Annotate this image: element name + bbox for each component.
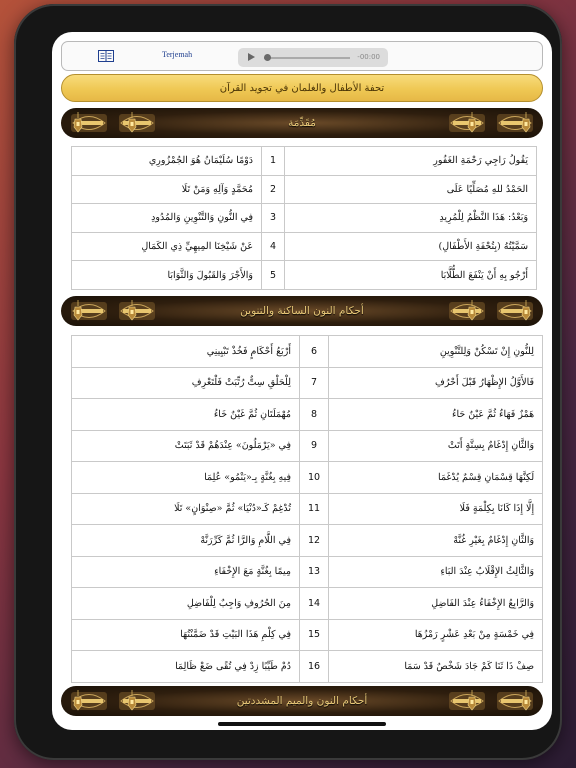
verse-second-half: مُهْمَلَتَانِ ثُمَّ غَيْنٌ خَاءُ bbox=[72, 399, 300, 431]
table-row[interactable] bbox=[72, 651, 543, 683]
verse-second-half: فِي النُّونِ وَالتَّنْوِينِ وَالمُدُودِ bbox=[72, 204, 262, 233]
section-banner bbox=[61, 108, 543, 138]
table-row[interactable] bbox=[72, 175, 537, 204]
verse-number: 4 bbox=[262, 232, 285, 261]
table-row[interactable] bbox=[72, 462, 543, 494]
verse-first-half: وَالثَّالِثُ الإِقْلَابُ عِنْدَ البَاءِ bbox=[329, 556, 543, 588]
section-heading: مُقَدِّمَة bbox=[288, 117, 316, 129]
verse-number: 11 bbox=[300, 493, 329, 525]
verses-table bbox=[71, 146, 537, 290]
table-row[interactable] bbox=[72, 336, 543, 368]
verse-first-half: الحَمْدُ للهِ مُصَلِّيًا عَلَى bbox=[285, 175, 537, 204]
verse-second-half: فِي اللَّامِ وَالرَّا ثُمَّ كَرِّرَنَّهْ bbox=[72, 525, 300, 557]
table-row[interactable] bbox=[72, 525, 543, 557]
table-row[interactable] bbox=[72, 204, 537, 233]
section-banner bbox=[61, 686, 543, 716]
verse-first-half: فِي خَمْسَةٍ مِنْ بَعْدِ عَشْرٍ رَمْزُهَا bbox=[329, 619, 543, 651]
lantern-icon bbox=[127, 300, 137, 322]
lantern-icon bbox=[73, 300, 83, 322]
table-row[interactable] bbox=[72, 556, 543, 588]
verse-number: 6 bbox=[300, 336, 329, 368]
table-row[interactable] bbox=[72, 147, 537, 176]
table-row[interactable] bbox=[72, 493, 543, 525]
verse-second-half: لِلْحَلْقِ سِتٌّ رُتِّبَتْ فَلْتَعْرِفِ bbox=[72, 367, 300, 399]
verse-second-half: فِي كِلْمِ هَذَا البَيْتِ قَدْ ضَمَّنْتُهَا bbox=[72, 619, 300, 651]
audio-progress-track[interactable] bbox=[264, 57, 350, 59]
verse-first-half: أَرْجُو بِهِ أَنْ يَنْفَعَ الطُّلَّابَا bbox=[285, 261, 537, 290]
lantern-icon bbox=[467, 112, 477, 134]
verse-first-half: إِلَّا إِذَا كَانَا بِكِلْمَةٍ فَلَا bbox=[329, 493, 543, 525]
table-row[interactable] bbox=[72, 232, 537, 261]
verse-number: 16 bbox=[300, 651, 329, 683]
table-row[interactable] bbox=[72, 261, 537, 290]
table-row[interactable] bbox=[72, 619, 543, 651]
lantern-icon bbox=[467, 300, 477, 322]
table-row[interactable] bbox=[72, 367, 543, 399]
verse-number: 9 bbox=[300, 430, 329, 462]
verse-first-half: وَبَعْدُ: هَذَا النَّظْمُ لِلْمُرِيدِ bbox=[285, 204, 537, 233]
verse-second-half: دَوْمًا سُلَيْمَانُ هُوَ الجُمْزُورِي bbox=[72, 147, 262, 176]
verse-number: 2 bbox=[262, 175, 285, 204]
verse-second-half: فِي «يَرْمَلُونَ» عِنْدَهُمْ قَدْ ثَبَتَتْ bbox=[72, 430, 300, 462]
verse-first-half: لِلنُّونِ إِنْ تَسْكُنْ وَلِلتَّنْوِينِ bbox=[329, 336, 543, 368]
verses-table bbox=[71, 335, 543, 683]
lantern-icon bbox=[73, 690, 83, 712]
lantern-icon bbox=[521, 300, 531, 322]
lantern-icon bbox=[127, 690, 137, 712]
table-row[interactable] bbox=[72, 588, 543, 620]
section-banner bbox=[61, 296, 543, 326]
verse-first-half: وَالثَّانِ إِدْغَامٌ بِسِتَّةٍ أَتَتْ bbox=[329, 430, 543, 462]
verse-first-half: وَالثَّانِ إِدْغَامٌ بِغَيْرِ غُنَّهْ bbox=[329, 525, 543, 557]
terjemah-button[interactable]: Terjemah bbox=[162, 50, 193, 59]
lantern-icon bbox=[521, 690, 531, 712]
home-indicator[interactable] bbox=[218, 722, 386, 726]
verse-second-half: مِنَ الحُرُوفِ وَاجِبٌ لِلْفَاضِلِ bbox=[72, 588, 300, 620]
verse-second-half: فِيهِ بِغُنَّةٍ بِـ«يَنْمُو» عُلِمَا bbox=[72, 462, 300, 494]
tablet-frame bbox=[14, 4, 562, 760]
verse-number: 13 bbox=[300, 556, 329, 588]
lantern-icon bbox=[467, 690, 477, 712]
section-heading: أحكام النون والميم المشددتين bbox=[236, 695, 368, 707]
verse-number: 1 bbox=[262, 147, 285, 176]
book-icon[interactable] bbox=[98, 50, 114, 62]
toolbar bbox=[61, 41, 543, 71]
verse-first-half: هَمْزٌ فَهَاءٌ ثُمَّ عَيْنٌ حَاءُ bbox=[329, 399, 543, 431]
verse-second-half: دُمْ طَيِّبًا زِدْ فِي تُقًى ضَعْ ظَالِمَا bbox=[72, 651, 300, 683]
verse-second-half: مِيمًا بِغُنَّةٍ مَعَ الإِخْفَاءِ bbox=[72, 556, 300, 588]
table-row[interactable] bbox=[72, 430, 543, 462]
verse-number: 10 bbox=[300, 462, 329, 494]
verse-number: 12 bbox=[300, 525, 329, 557]
verse-first-half: يَقُولُ رَاجِي رَحْمَةِ الغَفُورِ bbox=[285, 147, 537, 176]
verse-first-half: سَمَّيْتُهُ (بِتُحْفَةِ الأَطْفَالِ) bbox=[285, 232, 537, 261]
audio-player bbox=[238, 48, 388, 67]
verse-first-half: فَالأَوَّلُ الإِظْهَارُ قَبْلَ أَحْرُفِ bbox=[329, 367, 543, 399]
ornament-icon bbox=[117, 108, 157, 138]
section-heading: أحكام النون الساكنة والتنوين bbox=[240, 305, 364, 317]
verse-number: 3 bbox=[262, 204, 285, 233]
verse-number: 14 bbox=[300, 588, 329, 620]
verse-number: 7 bbox=[300, 367, 329, 399]
play-icon[interactable] bbox=[248, 53, 255, 61]
verse-first-half: وَالرَّابِعُ الإِخْفَاءُ عِنْدَ الفَاضِلِ bbox=[329, 588, 543, 620]
app-screen bbox=[52, 32, 552, 730]
verse-second-half: وَالأَجْرَ وَالقَبُولَ وَالثَّوَابَا bbox=[72, 261, 262, 290]
verse-second-half: تُدْغِمْ كَـ«دُنْيَا» ثُمَّ «صِنْوَانٍ» تَلَا bbox=[72, 493, 300, 525]
audio-time: -00:00 bbox=[357, 53, 380, 61]
lantern-icon bbox=[73, 112, 83, 134]
lantern-icon bbox=[127, 112, 137, 134]
verse-first-half: صِفْ ذَا ثَنَا كَمْ جَادَ شَخْصٌ قَدْ سَمَا bbox=[329, 651, 543, 683]
verse-number: 15 bbox=[300, 619, 329, 651]
verse-number: 8 bbox=[300, 399, 329, 431]
ornament-icon bbox=[117, 686, 157, 716]
book-title-bar bbox=[61, 74, 543, 102]
verse-second-half: عَنْ شَيْخِنَا المِيهِيِّ ذِي الكَمَالِ bbox=[72, 232, 262, 261]
verse-number: 5 bbox=[262, 261, 285, 290]
verse-second-half: مُحَمَّدٍ وَآلِهِ وَمَنْ تَلَا bbox=[72, 175, 262, 204]
lantern-icon bbox=[521, 112, 531, 134]
table-row[interactable] bbox=[72, 399, 543, 431]
ornament-icon bbox=[117, 296, 157, 326]
audio-progress-knob[interactable] bbox=[264, 54, 271, 61]
verse-second-half: أَرْبَعُ أَحْكَامٍ فَخُذْ تَبْيِينِي bbox=[72, 336, 300, 368]
verse-first-half: لَكِنَّهَا قِسْمَانِ قِسْمٌ يُدْغَمَا bbox=[329, 462, 543, 494]
book-title: تحفة الأطفال والغلمان في تجويد القرآن bbox=[219, 82, 385, 94]
